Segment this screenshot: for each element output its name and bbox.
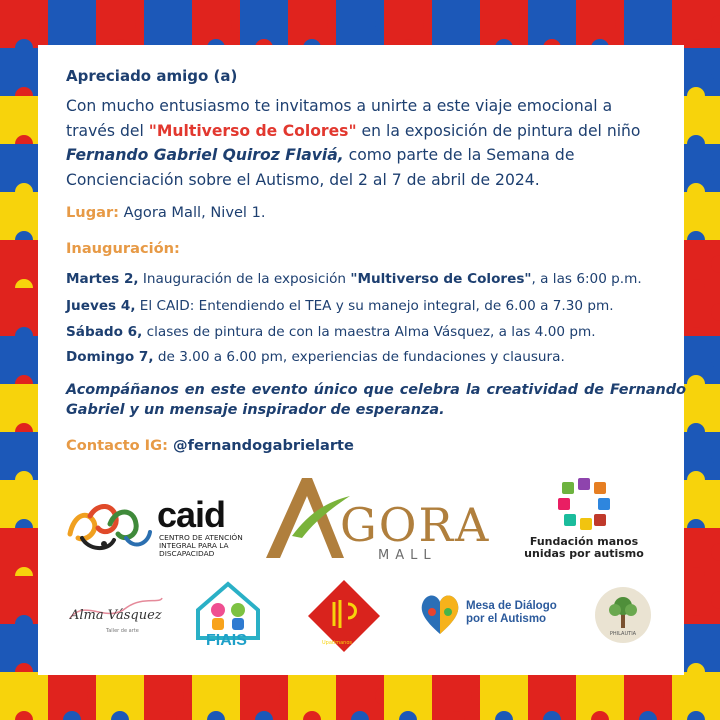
- contact-line: [66, 437, 354, 454]
- mesa-line2: por el Autismo: [466, 613, 547, 625]
- caid-subtitle: CENTRO DE ATENCIÓN INTEGRAL PARA LA DISCAPACIDAD: [159, 533, 243, 558]
- agora-wordmark: GORA: [340, 498, 491, 552]
- schedule-day: Sábado 6,: [66, 324, 143, 340]
- fundacion-logo: [524, 476, 644, 571]
- alma-vasquez-logo: [66, 594, 166, 638]
- heart-puzzle-icon: [416, 590, 464, 636]
- puzzle-people-icon: [554, 476, 614, 532]
- mall-wordmark: MALL: [378, 548, 437, 563]
- philautia-wordmark: PHILAUTIA: [609, 631, 637, 637]
- intro-text-2: en la exposición de pintura del niño: [356, 121, 641, 140]
- mesa-dialogo-name: [466, 600, 557, 626]
- fundacion-name: [524, 536, 644, 560]
- schedule-text: clases de pintura de con la maestra Alma Vásquez, a las 4.00 pm.: [142, 324, 596, 340]
- location-line: [66, 204, 266, 221]
- schedule-item: [66, 349, 565, 365]
- fiais-logo: [192, 580, 264, 652]
- exhibition-title: "Multiverso de Colores": [148, 121, 357, 140]
- intro-text-3: como parte de la Semana de Concienciación sobre el Autismo, del 2 al 7 de abril de 2024.: [66, 146, 575, 189]
- fundacion-line1: Fundación manos: [529, 535, 639, 548]
- greeting: Apreciado amigo (a): [66, 67, 238, 85]
- fiais-wordmark: FIAIS: [206, 632, 247, 649]
- fundacion-line2: unidas por autismo: [524, 547, 644, 560]
- alma-subtitle: Taller de arte: [106, 628, 139, 634]
- intro-paragraph: [66, 94, 666, 192]
- agora-a-letter-icon: [262, 472, 352, 562]
- upatimanos-wordmark: Upatimanos: [322, 640, 353, 646]
- upatimanos-logo: [306, 578, 382, 654]
- closing-message: Acompáñanos en este evento único que celebra la creatividad de Fernando Gabriel y un mensaje inspirador de esperanza.: [66, 382, 686, 418]
- location-value: Agora Mall, Nivel 1.: [119, 204, 266, 221]
- agora-mall-logo: [262, 472, 502, 562]
- inauguration-label: Inauguración:: [66, 240, 180, 257]
- schedule-day: Martes 2,: [66, 271, 139, 287]
- schedule-text: Inauguración de la exposición: [138, 271, 351, 287]
- schedule-text-end: , a las 6:00 p.m.: [531, 271, 642, 287]
- schedule-item: [66, 298, 614, 314]
- location-label: Lugar:: [66, 204, 120, 221]
- alma-signature: Alma Vásquez: [70, 608, 162, 623]
- artist-name: Fernando Gabriel Quiroz Flaviá,: [66, 146, 344, 165]
- schedule-day: Domingo 7,: [66, 349, 154, 365]
- schedule-item: [66, 324, 596, 340]
- schedule-item: [66, 271, 642, 287]
- contact-label: Contacto IG:: [66, 437, 168, 454]
- philautia-logo: [594, 586, 652, 644]
- schedule-text: El CAID: Entendiendo el TEA y su manejo integral, de 6.00 a 7.30 pm.: [135, 298, 614, 314]
- caid-hands-icon: [64, 494, 156, 556]
- mesa-line1: Mesa de Diálogo: [466, 600, 557, 612]
- intro-text-1: Con mucho entusiasmo te invitamos a unirte a este viaje emocional a través del: [66, 97, 613, 140]
- mesa-dialogo-logo: [416, 590, 576, 640]
- instagram-handle[interactable]: @fernandogabrielarte: [167, 437, 354, 454]
- schedule-bold-text: "Multiverso de Colores": [350, 271, 532, 287]
- caid-wordmark: caid: [157, 494, 226, 535]
- schedule-text: de 3.00 a 6.00 pm, experiencias de fundaciones y clausura.: [153, 349, 565, 365]
- schedule-day: Jueves 4,: [66, 298, 136, 314]
